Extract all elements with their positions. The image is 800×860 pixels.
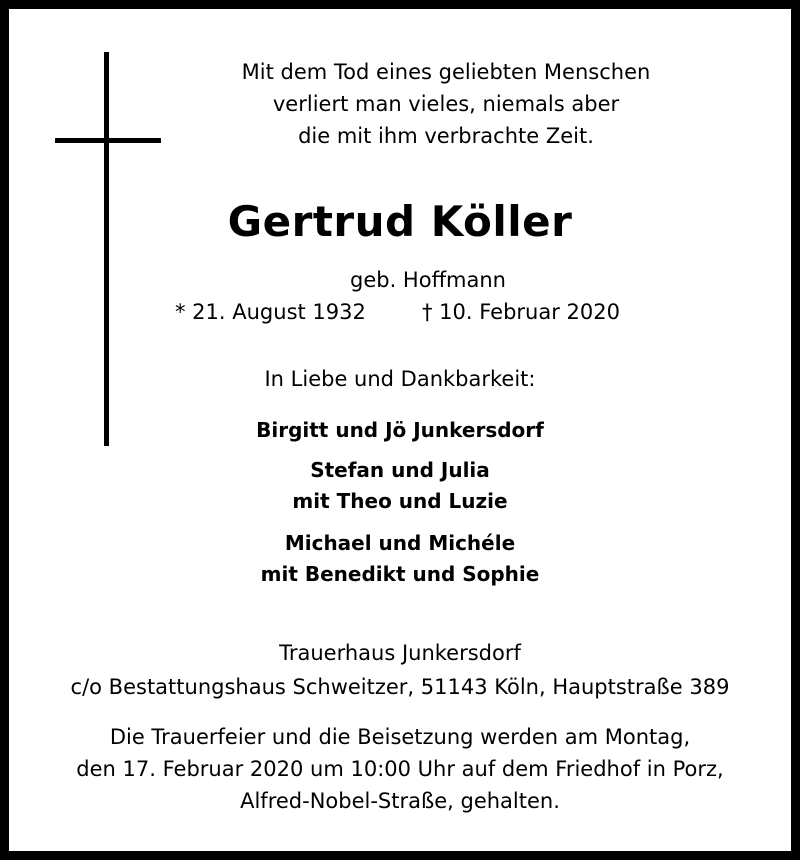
ceremony-line: den 17. Februar 2020 um 10:00 Uhr auf dem Friedhof in Porz, [76,757,724,781]
quote-line: die mit ihm verbrachte Zeit. [298,124,594,148]
address-line: c/o Bestattungshaus Schweitzer, 51143 Köln, Hauptstraße 389 [70,675,730,699]
mourner-line: Michael und Michéle [284,531,516,555]
mourners-intro: In Liebe und Dankbarkeit: [264,367,536,391]
house-name: Trauerhaus Junkersdorf [279,641,521,665]
ceremony-line: Alfred-Nobel-Straße, gehalten. [240,789,560,813]
death-date: † 10. Februar 2020 [422,300,620,324]
mourner-line: Birgitt und Jö Junkersdorf [256,418,544,442]
mourner-line: mit Benedikt und Sophie [260,562,540,586]
quote-line: Mit dem Tod eines geliebten Menschen [241,60,651,84]
ceremony-line: Die Trauerfeier und die Beisetzung werden am Montag, [109,725,691,749]
quote-line: verliert man vieles, niemals aber [272,92,620,116]
mourner-line: Stefan und Julia [310,458,490,482]
birth-date: * 21. August 1932 [175,300,366,324]
mourner-line: mit Theo und Luzie [292,489,508,513]
deceased-name: Gertrud Köller [227,197,573,246]
birth-name: geb. Hoffmann [350,268,506,292]
